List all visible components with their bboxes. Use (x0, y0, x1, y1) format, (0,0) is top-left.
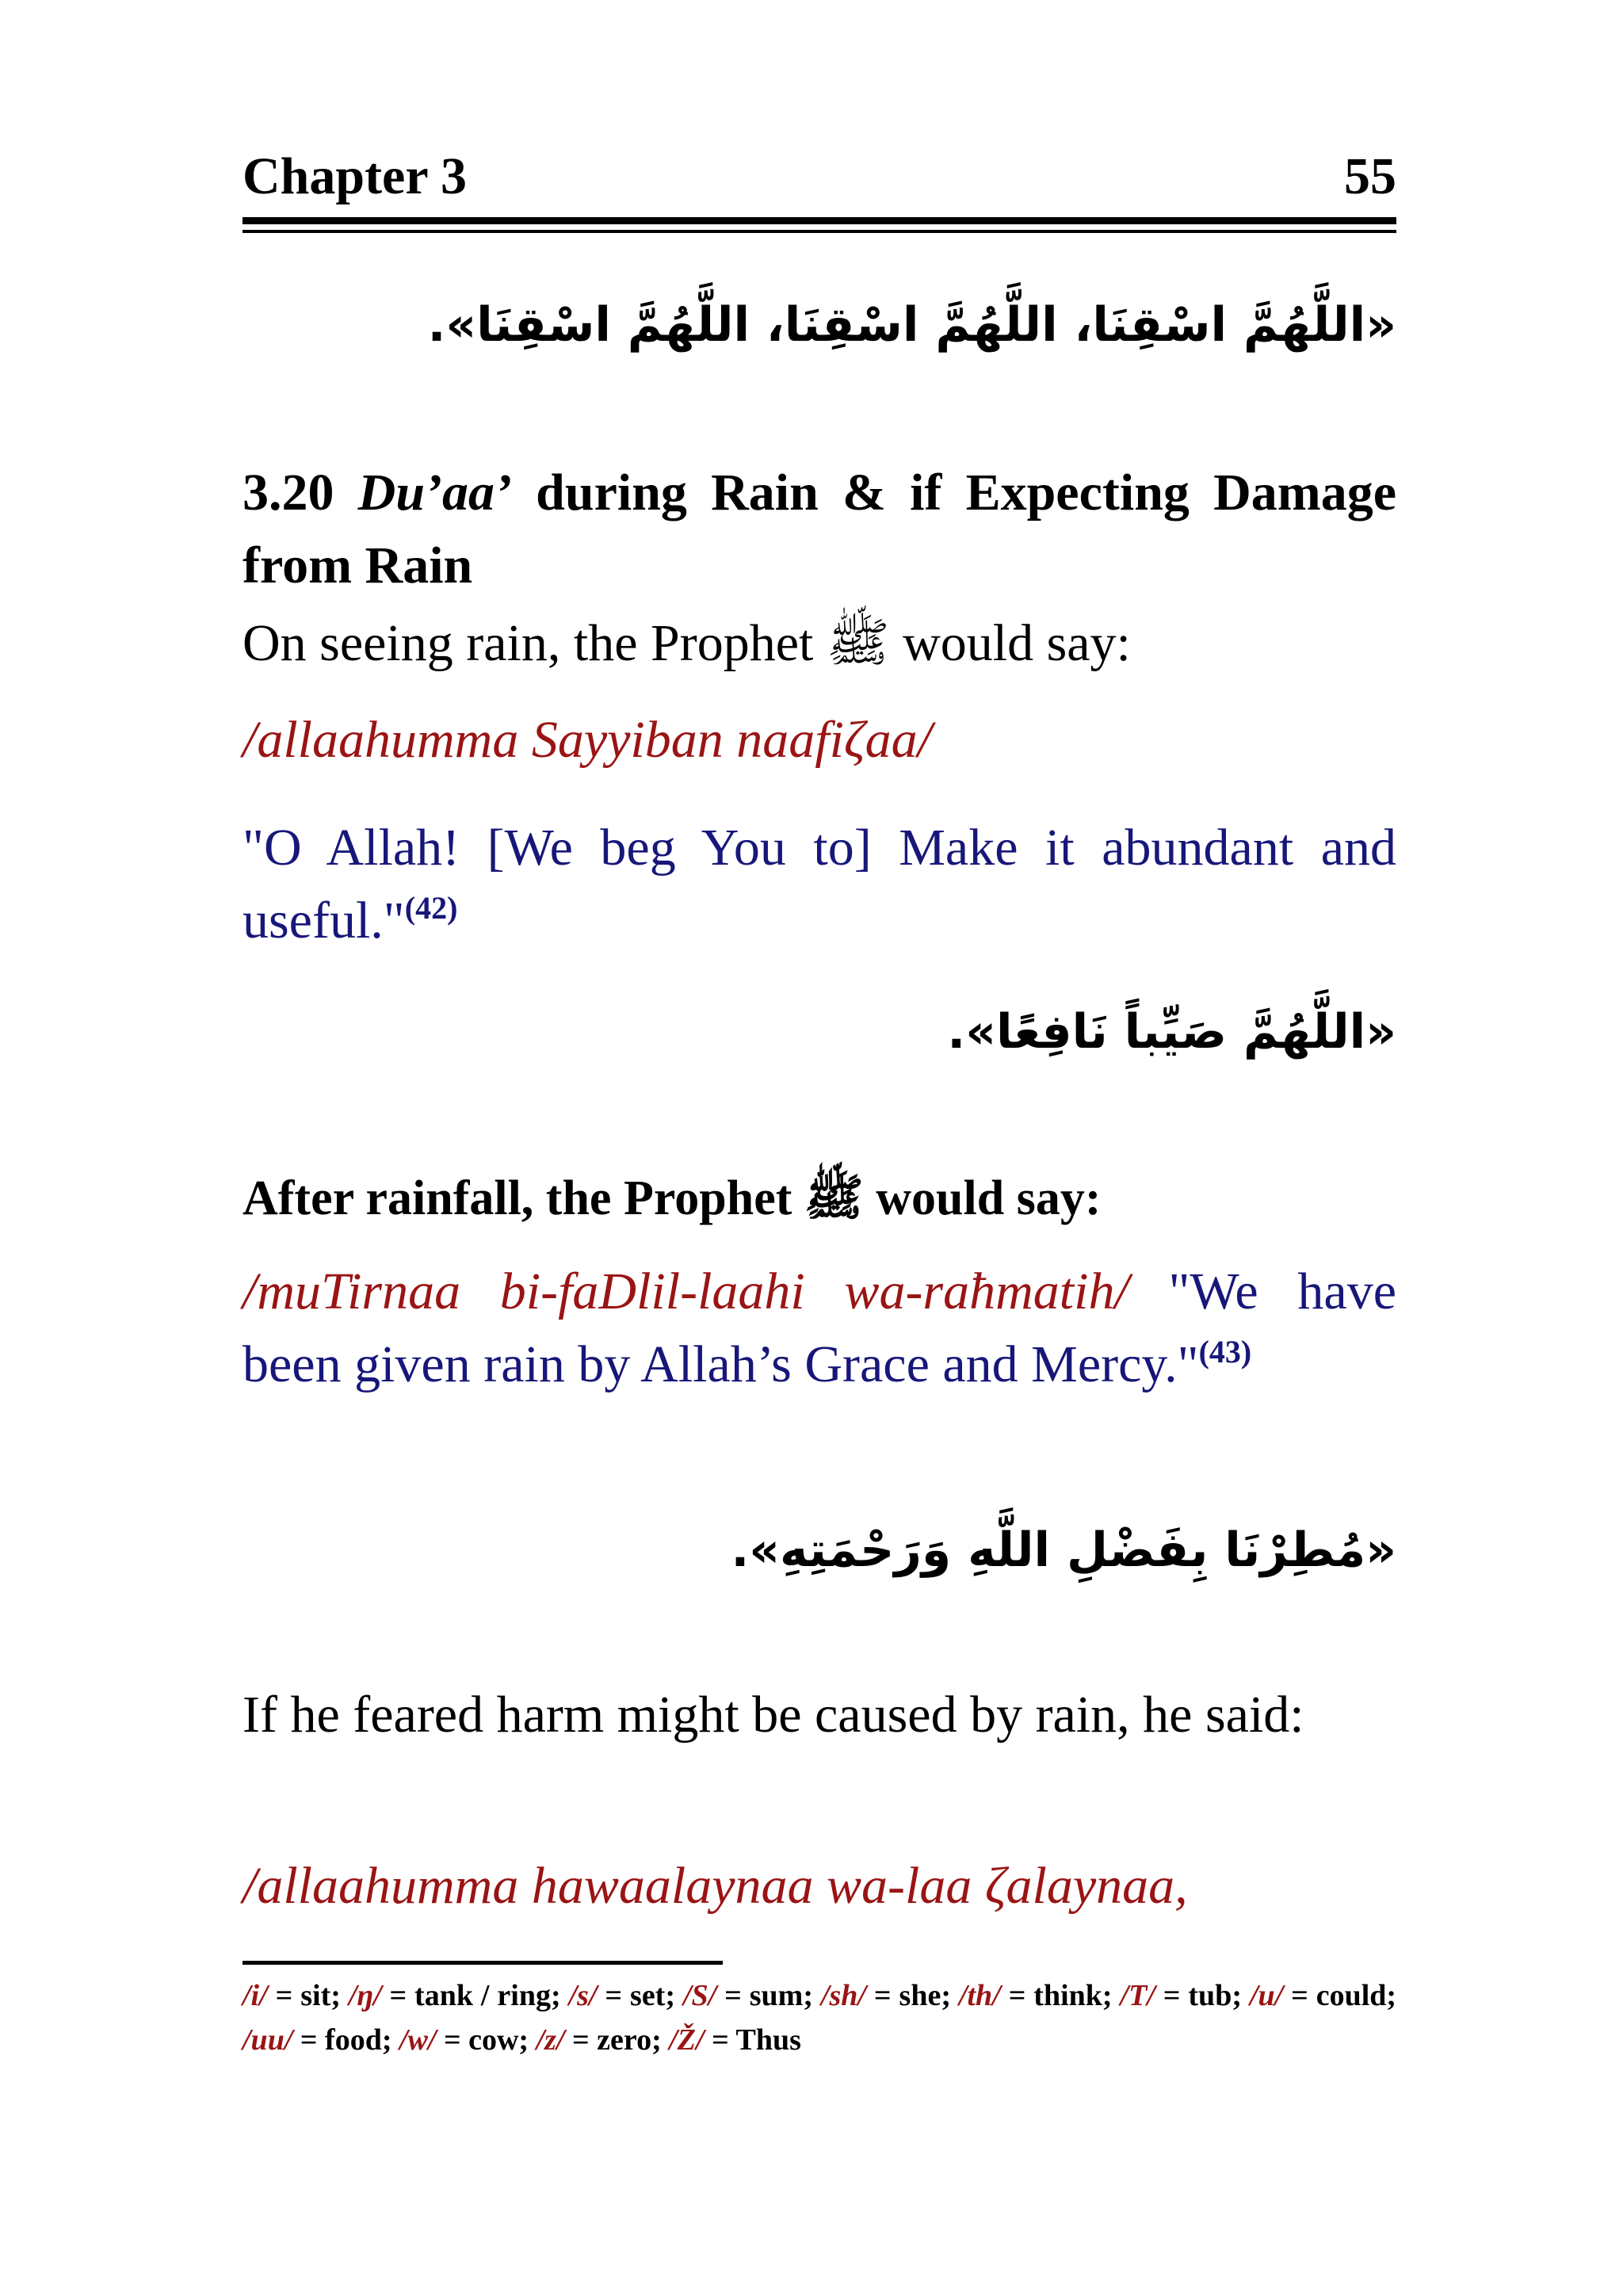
key-symbol: /u/ (1249, 1979, 1284, 2012)
key-example: cow; (468, 2023, 529, 2057)
page-number: 55 (1344, 147, 1396, 205)
chapter-label: Chapter 3 (242, 147, 467, 205)
key-symbol: /i/ (242, 1979, 268, 2012)
page (242, 0, 1396, 2296)
transliteration-3: /allaahumma hawaalaynaa wa-laa ζalaynaa, (242, 1857, 1188, 1915)
arabic-dua-rain-request: «اللَّهُمَّ اسْقِنَا، اللَّهُمَّ اسْقِنَا، اللَّهُمَّ اسْقِنَا». (427, 297, 1396, 353)
footnote-ref-43: (43) (1198, 1334, 1252, 1370)
key-symbol: /s/ (568, 1979, 598, 2012)
key-symbol: /uu/ (242, 2023, 293, 2057)
key-example: think; (1033, 1979, 1113, 2012)
header-rule-thick (242, 217, 1396, 224)
paragraph-seeing-rain: On seeing rain, the Prophet ﷺ would say: (242, 614, 1131, 672)
key-example: tank / ring; (414, 1979, 561, 2012)
key-example: zero; (597, 2023, 662, 2057)
footnote-ref-42: (42) (404, 890, 458, 926)
translation-1 (242, 812, 1396, 957)
key-example: she; (899, 1979, 951, 2012)
key-symbol: /z/ (536, 2023, 565, 2057)
arabic-dua-grace-mercy: «مُطِرْنَا بِفَضْلِ اللَّهِ وَرَحْمَتِهِ». (731, 1522, 1396, 1578)
section-title-italic: Du’aa’ (357, 464, 512, 521)
key-symbol: /S/ (682, 1979, 717, 2012)
key-symbol: /Ž/ (669, 2023, 705, 2057)
translation-2: "We have been given rain by Allah’s Grace and Mercy." (242, 1263, 1396, 1393)
key-symbol: /th/ (958, 1979, 1001, 2012)
footnote-rule (242, 1961, 723, 1965)
key-symbol: /ŋ/ (348, 1979, 382, 2012)
page-header (242, 147, 1396, 214)
key-example: food; (325, 2023, 392, 2057)
key-symbol: /w/ (399, 2023, 437, 2057)
footnote-pronunciation-key: /i/ = sit; /ŋ/ = tank / ring; /s/ = set; /S/ = sum; /sh/ = she; /th/ = think; /T/ = tub; /u/ = could; /uu/ = food; /w/ = cow; /z/ = zero; /Ž/ = Thus (242, 1979, 1397, 2057)
header-rule-thin (242, 230, 1396, 233)
key-symbol: /T/ (1120, 1979, 1155, 2012)
paragraph-feared-harm: If he feared harm might be caused by rain, he said: (242, 1686, 1304, 1744)
section-number: 3.20 (242, 464, 334, 521)
key-example: Thus (735, 2023, 801, 2057)
translation-1-text: "O Allah! [We beg You to] Make it abundant and useful." (242, 819, 1396, 949)
arabic-dua-abundant: «اللَّهُمَّ صَيِّباً نَافِعًا». (947, 1004, 1396, 1060)
transliteration-2: /muTirnaa bi-faDlil-laahi wa-raħmatih/ (242, 1263, 1129, 1320)
key-example: sit; (300, 1979, 341, 2012)
key-example: could; (1316, 1979, 1397, 2012)
key-symbol: /sh/ (820, 1979, 866, 2012)
key-example: sum; (749, 1979, 813, 2012)
dua-after-rain (242, 1255, 1396, 1401)
key-example: tub; (1188, 1979, 1242, 2012)
section-title-rest: during Rain & if Expecting Damage from Rain (242, 464, 1397, 594)
paragraph-after-rainfall: After rainfall, the Prophet ﷺ would say: (242, 1171, 1102, 1225)
key-example: set; (630, 1979, 675, 2012)
section-heading (242, 457, 1396, 602)
transliteration-1: /allaahumma Sayyiban naafiζaa/ (242, 711, 932, 769)
